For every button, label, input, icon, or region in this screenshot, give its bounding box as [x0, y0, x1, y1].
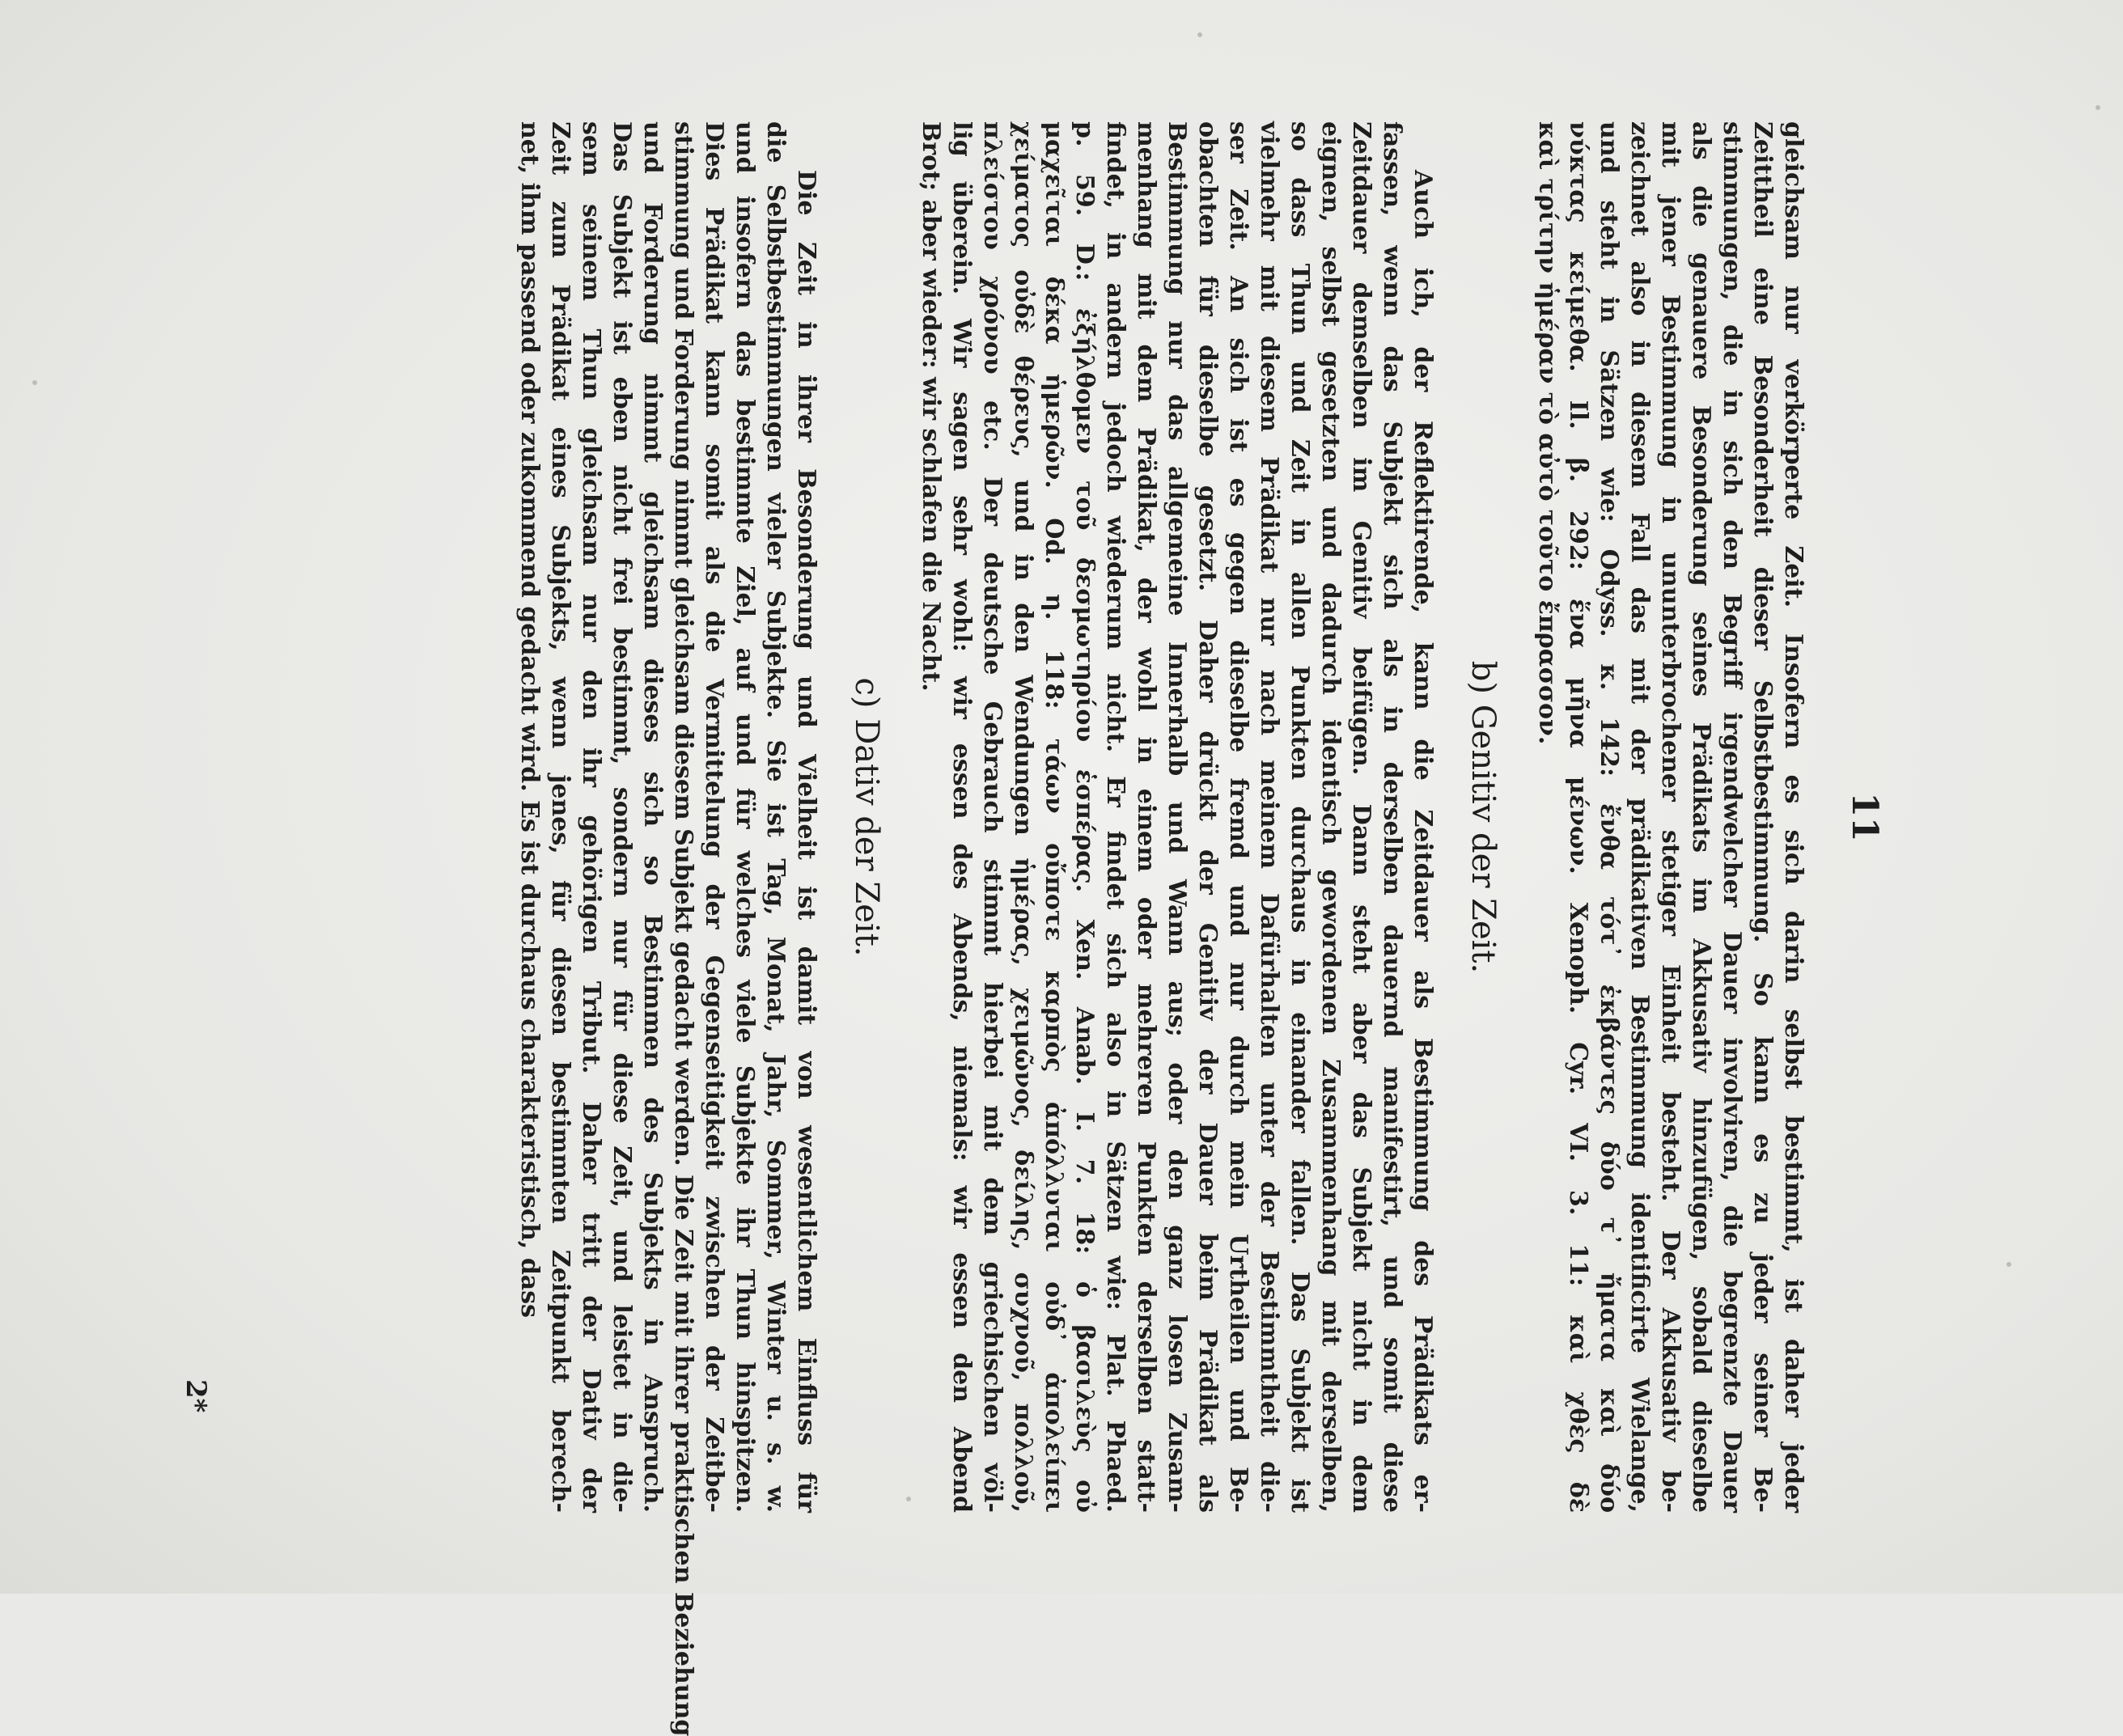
text-line: lig überein. Wir sagen sehr wohl: wir essen des Abends, niemals: wir essen den Abend	[947, 121, 976, 1513]
text-line: Zeit zum Prädikat eines Subjekts, wenn jenes, für diesen bestimmten Zeitpunkt berech-	[546, 121, 574, 1513]
text-line: Auch ich, der Reflektirende, kann die Zeitdauer als Bestimmung des Prädikats er-	[1409, 170, 1437, 1513]
text-line: Dies Prädikat kann somit als die Vermittelung der Gegenseitigkeit zwischen der Zeitbe-	[700, 121, 728, 1513]
text-line: καὶ τρίτην ἡμέραν τὸ αὐτὸ τοῦτο ἔπρασσον.	[1533, 121, 1562, 745]
text-line: Zeittheil eine Besonderheit dieser Selbstbestimmung. So kann es zu jeder seiner Be-	[1748, 121, 1777, 1513]
text-line: menhang mit dem Prädikat, der wohl in einem oder mehreren Punkten derselben statt-	[1132, 121, 1160, 1513]
text-line: Bestimmung nur das allgemeine Innerhalb und Wann aus; oder den ganz losen Zusam-	[1163, 121, 1191, 1513]
section-heading: c) Dativ der Zeit.	[848, 677, 885, 957]
text-line: mit jener Bestimmung in ununterbrochener stetiger Einheit besteht. Der Akkusativ be-	[1656, 121, 1684, 1513]
text-line: so dass Thun und Zeit in allen Punkten durchaus in einander fallen. Das Subjekt ist	[1286, 121, 1314, 1513]
text-line: obachten für dieselbe gesetzt. Daher drückt der Genitiv der Dauer beim Prädikat als	[1193, 121, 1222, 1513]
text-line: Brot; aber wieder: wir schlafen die Nacht.	[917, 121, 945, 692]
text-line: fassen, wenn das Subjekt sich als in derselben dauernd manifestirt, und somit diese	[1378, 121, 1406, 1513]
text-line: gleichsam nur verkörperte Zeit. Insofern es sich darin selbst bestimmt, ist daher jeder	[1779, 121, 1807, 1513]
text-line: Die Zeit in ihrer Besonderung und Vielheit ist damit von wesentlichem Einfluss für	[792, 170, 820, 1513]
text-line: Zeitdauer demselben im Genitiv beifügen. Dann steht aber das Subjekt nicht in dem	[1347, 121, 1375, 1513]
text-line: Das Subjekt ist eben nicht frei bestimmt, sondern nur für diese Zeit, und leistet in die-	[608, 121, 636, 1513]
text-line: und steht in Sätzen wie: Odyss. κ. 142: ἔνθα τότ᾽ ἐκβάντες δύο τ᾽ ἤματα καὶ δύο	[1595, 121, 1623, 1513]
text-line: eignen, selbst gesetzten und dadurch identisch gewordenen Zusammenhang mit derselben,	[1316, 121, 1345, 1513]
text-line: νύκτας κείμεθα. Il. β. 292: ἕνα μῆνα μένων. Xenoph. Cyr. VI. 3. 11: καὶ χθὲς δὲ	[1564, 121, 1592, 1513]
text-line: und insofern das bestimmte Ziel, auf und für welches viele Subjekte ihr Thun hinspitzen.	[731, 121, 759, 1513]
page-number: 11	[1844, 792, 1885, 842]
text-line: πλείστου χρόνου etc. Der deutsche Gebrauch stimmt hierbei mit dem griechischen völ-	[978, 121, 1006, 1513]
text-line: p. 59. D.: ἐξήλθομεν τοῦ δεσμωτηρίου ἑσπέρας. Xen. Anab. I. 7. 18: ὁ βασιλεὺς οὐ	[1070, 121, 1099, 1513]
signature-mark: 2*	[180, 1379, 212, 1413]
text-line: stimmungen, die in sich den Begriff irgendwelcher Dauer involviren, die begrenzte Dauer	[1718, 121, 1746, 1513]
text-line: findet, in andern jedoch wiederum nicht. Er findet sich also in Sätzen wie: Plat. Phaed.	[1101, 121, 1129, 1513]
text-line: vielmehr mit diesem Prädikat nur nach meinem Dafürhalten unter der Bestimmtheit die-	[1255, 121, 1283, 1513]
text-line: ser Zeit. An sich ist es gegen dieselbe fremd und nur durch mein Urtheilen und Be-	[1224, 121, 1252, 1513]
text-line: sem seinem Thun gleichsam nur den ihr gehörigen Tribut. Daher tritt der Dativ der	[577, 121, 605, 1513]
text-line: die Selbstbestimmungen vieler Subjekte. Sie ist Tag, Monat, Jahr, Sommer, Winter u. s. w.	[761, 121, 790, 1513]
text-line: μαχεῖται δέκα ἡμερῶν. Od. η. 118: τάων οὔποτε καρπὸς ἀπόλλυται οὐδ᾽ ἀπολείπει	[1040, 121, 1068, 1513]
paper-speck	[32, 380, 37, 385]
text-line: stimmung und Forderung nimmt gleichsam diesem Subjekt gedacht werden. Die Zeit mit ihrer praktischen Beziehung	[669, 121, 697, 1736]
rotated-text-block	[180, 121, 1885, 1736]
text-line: und Forderung nimmt gleichsam dieses sich so Bestimmen des Subjekts in Anspruch.	[638, 121, 667, 1513]
paper-speck	[2095, 105, 2100, 110]
paper-speck	[1197, 32, 1202, 37]
text-line: als die genauere Besonderung seines Prädikats im Akkusativ hinzufügen, sobald dieselbe	[1687, 121, 1715, 1513]
paper-speck	[2006, 1262, 2011, 1267]
section-heading: b) Genitiv der Zeit.	[1464, 660, 1502, 974]
text-line: zeichnet also in diesem Fall das mit der prädikativen Bestimmung identificirte Wielange,	[1625, 121, 1654, 1513]
text-line: net, ihm passend oder zukommend gedacht wird. Es ist durchaus charakteristisch, dass	[515, 121, 544, 1319]
text-line: χείματος οὐδὲ θέρευς, und in den Wendungen ἡμέρας, χειμῶνος, δείλης, συχνοῦ, πολλοῦ,	[1009, 121, 1037, 1513]
